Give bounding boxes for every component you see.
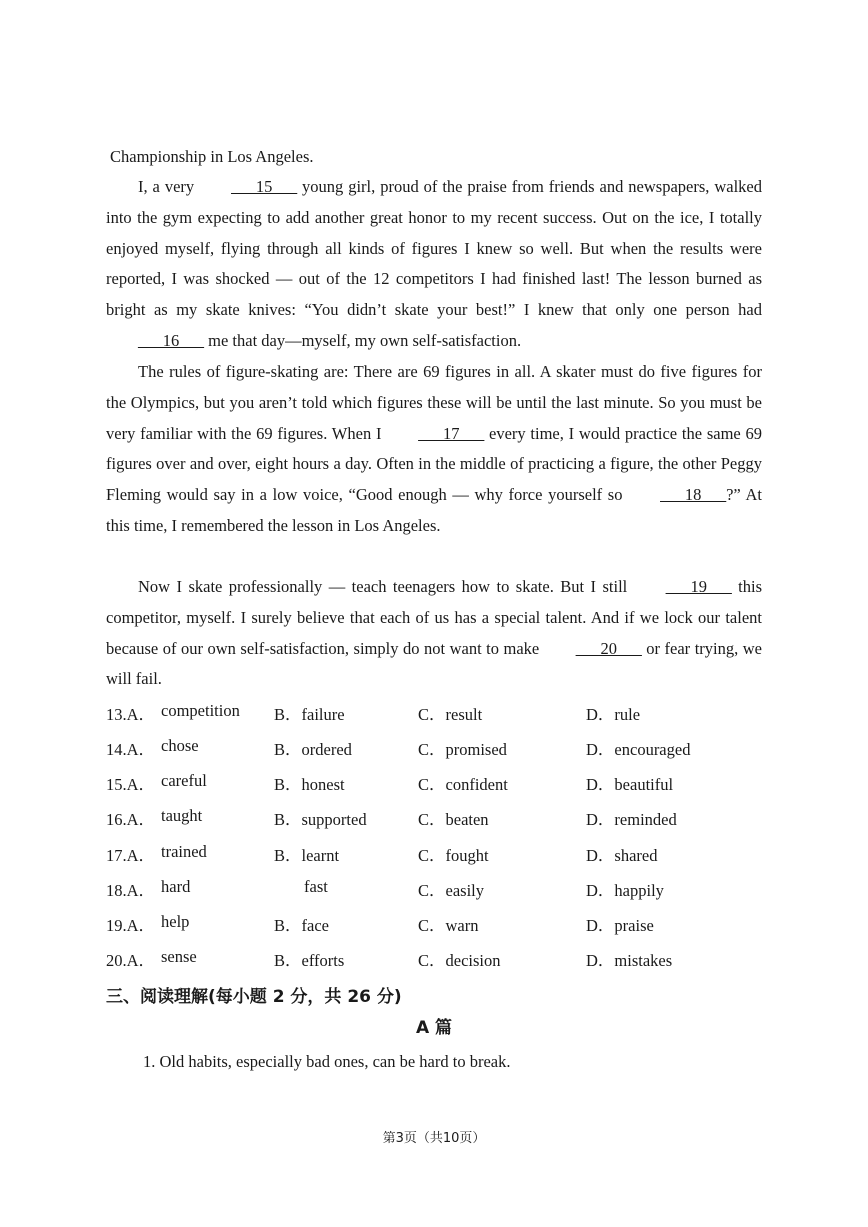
option-c: C．result [418, 705, 483, 724]
option-a: careful [161, 771, 207, 790]
option-row-19 [106, 912, 766, 942]
option-number: 15.A． [106, 775, 156, 794]
blank-15: ___15___ [231, 177, 298, 196]
option-c: C．easily [418, 881, 484, 900]
option-row-17 [106, 842, 766, 872]
option-number: 13.A． [106, 705, 156, 724]
p1-text-a: I, a very [138, 177, 200, 196]
option-number: 16.A． [106, 810, 156, 829]
p3-text-c: or fear trying, we will fail. [106, 638, 762, 689]
option-row-18 [106, 877, 766, 907]
option-d: D．rule [586, 705, 641, 724]
option-a: help [161, 912, 190, 931]
option-row-15 [106, 771, 766, 801]
option-b: B．ordered [274, 740, 352, 759]
option-row-16 [106, 806, 766, 836]
option-row-13 [106, 701, 766, 731]
option-a: trained [161, 842, 207, 861]
p2-text-a: The rules of figure-skating are: There are 69 figures in all. A skater must do five figures for the Olympics, but you aren’t told which figures these will be until the last minute. So you must be very familiar with the 69 figures. When I [106, 362, 762, 443]
passage-paragraph-3 [106, 572, 762, 695]
option-b: B．supported [274, 810, 367, 829]
option-number: 20.A． [106, 951, 156, 970]
p3-text-b: this competitor, myself. I surely believe that each of us has a special talent. And if we lock our talent because of our own self-satisfaction, simply do not want to make [106, 577, 762, 658]
blank-18: ___18___ [660, 485, 727, 505]
option-d: D．happily [586, 881, 664, 900]
p1-text-b: young girl, proud of the praise from friends and newspapers, walked into the gym expecting to add another great honor to my recent success. Out on the ice, I totally enjoyed myself, flying through all kinds of figures I knew so well. But when the results were reported, I was shocked — out of the 12 competitors I had finished last! The lesson burned as bright as my skate knives: “You didn’t skate your best!” I knew that only one person had [106, 177, 762, 320]
p2-text-b: every time, I would practice the same 69 figures over and over, eight hours a day. Often in the middle of practicing a figure, the other Peggy Fleming would say in a low voice, “Good enough — why force yourself so [106, 423, 762, 505]
option-c: C．decision [418, 951, 501, 970]
option-b: B．learnt [274, 846, 340, 865]
p3-text-a: Now I skate professionally — teach teenagers how to skate. But I still [138, 577, 634, 596]
reading-paragraph-1: 1. Old habits, especially bad ones, can be hard to break. [143, 1052, 511, 1071]
option-d: D．beautiful [586, 775, 674, 794]
option-d: D．encouraged [586, 740, 691, 759]
option-a: hard [161, 877, 191, 896]
blank-17: ___17___ [418, 423, 485, 443]
option-b: B．failure [274, 705, 345, 724]
option-b: B．face [274, 916, 329, 935]
p1-text-c: me that day—myself, my own self-satisfaction. [204, 330, 522, 350]
option-row-20 [106, 947, 766, 977]
option-a: chose [161, 736, 199, 755]
p2-text-c: ?” At this time, I remembered the lesson in Los Angeles. [106, 485, 762, 535]
option-d: D．praise [586, 916, 654, 935]
passage-paragraph-0: Championship in Los Angeles. [110, 147, 314, 166]
blank-16: ___16___ [138, 330, 204, 350]
option-number: 17.A． [106, 846, 156, 865]
option-d: D．reminded [586, 810, 677, 829]
option-number: 19.A． [106, 916, 156, 935]
option-a: taught [161, 806, 203, 825]
blank-20: ___20___ [575, 638, 642, 658]
option-a: sense [161, 947, 197, 966]
passage-paragraph-2 [106, 357, 762, 542]
option-c: C．fought [418, 846, 489, 865]
section-title: 三、阅读理解(每小题 2 分，共 26 分) [106, 987, 402, 1007]
option-c: C．beaten [418, 810, 489, 829]
option-number: 18.A． [106, 881, 156, 900]
passage-paragraph-1 [106, 172, 762, 357]
page-footer: 第3页（共10页） [382, 1131, 486, 1146]
option-b: B．efforts [274, 951, 345, 970]
option-b: fast [304, 877, 328, 896]
option-number: 14.A． [106, 740, 156, 759]
option-c: C．confident [418, 775, 508, 794]
passage-subtitle: A 篇 [415, 1018, 453, 1038]
option-b: B．honest [274, 775, 345, 794]
option-c: C．warn [418, 916, 479, 935]
option-d: D．shared [586, 846, 658, 865]
option-c: C．promised [418, 740, 507, 759]
option-row-14 [106, 736, 766, 766]
blank-19: ___19___ [665, 577, 732, 596]
option-a: competition [161, 701, 240, 720]
option-d: D．mistakes [586, 951, 673, 970]
